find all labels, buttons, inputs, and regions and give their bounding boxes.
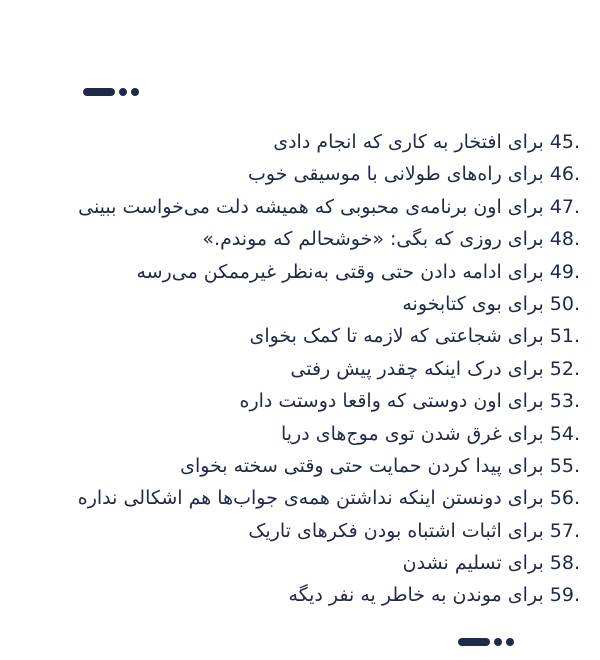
list-item xyxy=(20,256,580,288)
item-number: 51. xyxy=(549,325,580,348)
item-text: برای موندن به خاطر یه نفر دیگه xyxy=(288,584,544,607)
item-number: 45. xyxy=(549,131,580,153)
item-text: برای شجاعتی که لازمه تا کمک بخوای xyxy=(249,325,544,348)
item-number: 58. xyxy=(549,552,580,575)
list-item xyxy=(20,515,580,547)
list-item xyxy=(20,482,580,514)
item-number: 57. xyxy=(549,519,580,542)
list-item xyxy=(20,223,580,255)
item-text: برای غرق شدن توی موج‌های دریا xyxy=(280,422,544,445)
item-text: برای اون دوستی که واقعا دوستت داره xyxy=(239,390,544,413)
item-number: 54. xyxy=(549,422,580,445)
item-number: 48. xyxy=(549,228,580,251)
item-text: برای افتخار به کاری که انجام دادی xyxy=(273,131,544,153)
list-item xyxy=(20,450,580,482)
item-text: برای روزی که بگی: «خوشحالم که موندم.» xyxy=(202,228,544,251)
item-text: برای بوی کتابخونه xyxy=(402,292,544,315)
decorative-dots-bottom xyxy=(458,638,514,646)
list-item xyxy=(20,126,580,158)
item-text: برای اثبات اشتباه بودن فکرهای تاریک xyxy=(248,519,544,542)
item-number: 59. xyxy=(549,584,580,607)
item-number: 56. xyxy=(549,487,580,510)
item-text: برای درک اینکه چقدر پیش رفتی xyxy=(290,357,544,380)
list-item xyxy=(20,579,580,611)
item-text: برای دونستن اینکه نداشتن همه‌ی جواب‌ها هم اشکالی نداره xyxy=(77,487,544,510)
dot-icon xyxy=(131,88,139,96)
list-item xyxy=(20,191,580,223)
item-text: برای راه‌های طولانی با موسیقی خوب xyxy=(248,163,544,186)
item-number: 50. xyxy=(549,292,580,315)
item-number: 49. xyxy=(549,260,580,283)
decorative-dots-top xyxy=(83,88,139,96)
list-item xyxy=(20,158,580,190)
dots-bar-icon xyxy=(458,638,490,646)
list-item xyxy=(20,320,580,352)
item-number: 47. xyxy=(549,195,580,218)
dot-icon xyxy=(494,638,502,646)
item-number: 55. xyxy=(549,454,580,477)
dot-icon xyxy=(119,88,127,96)
item-number: 52. xyxy=(549,357,580,380)
item-text: برای پیدا کردن حمایت حتی وقتی سخته بخوای xyxy=(180,454,544,477)
list-item xyxy=(20,385,580,417)
reasons-list xyxy=(20,126,580,612)
list-item xyxy=(20,353,580,385)
list-item xyxy=(20,547,580,579)
item-number: 53. xyxy=(549,390,580,413)
item-number: 46. xyxy=(549,163,580,186)
dot-icon xyxy=(506,638,514,646)
list-item xyxy=(20,288,580,320)
item-text: برای اون برنامه‌ی محبوبی که همیشه دلت می‌خواست ببینی xyxy=(78,195,544,218)
list-item xyxy=(20,418,580,450)
dots-bar-icon xyxy=(83,88,115,96)
item-text: برای ادامه دادن حتی وقتی به‌نظر غیرممکن می‌رسه xyxy=(136,260,544,283)
item-text: برای تسلیم نشدن xyxy=(402,552,544,575)
